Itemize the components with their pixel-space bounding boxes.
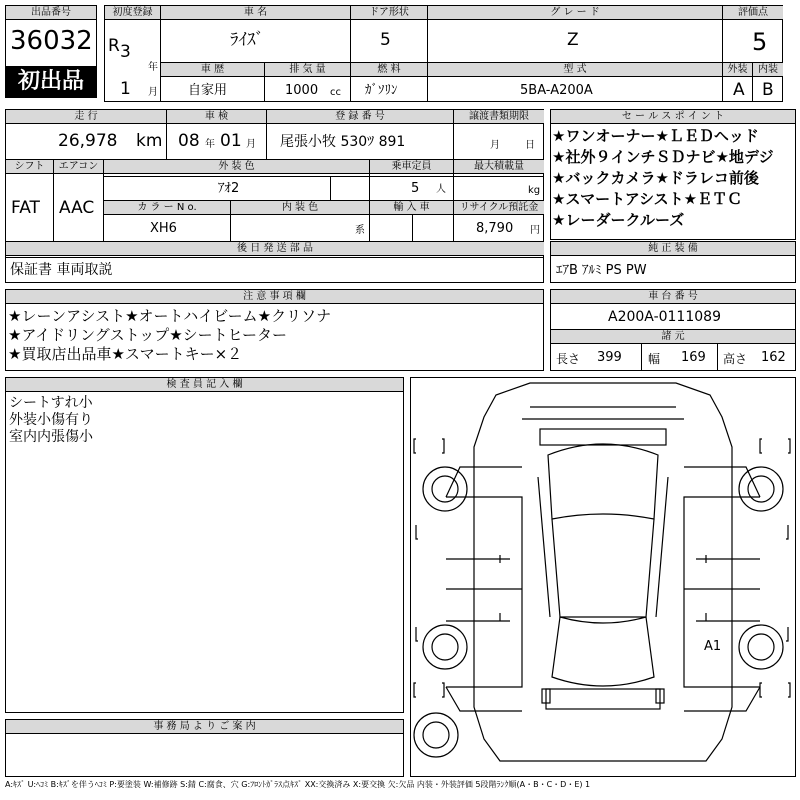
inspector-line: 室内内張傷小 bbox=[9, 429, 93, 445]
first-registration-label: 初度登録 bbox=[105, 6, 160, 20]
height-value: 162 bbox=[761, 350, 786, 365]
transfer-month-unit: 月 bbox=[490, 140, 500, 151]
inspection-month-unit: 月 bbox=[246, 139, 256, 150]
sales-points-list bbox=[552, 129, 774, 234]
model-label: 型 式 bbox=[428, 63, 722, 77]
sales-point: ★ワンオーナー★ＬＥＤヘッド bbox=[552, 127, 759, 145]
dims-label: 諸 元 bbox=[551, 330, 795, 344]
notes-list bbox=[8, 309, 331, 366]
length-label: 長さ bbox=[556, 352, 581, 366]
door-value: 5 bbox=[380, 30, 391, 50]
door-label: ドア形状 bbox=[351, 6, 427, 20]
chassis-value: A200A-0111089 bbox=[608, 309, 721, 325]
inspector-line: シートすれ小 bbox=[9, 395, 93, 411]
width-label: 幅 bbox=[648, 352, 661, 366]
capacity-value: 5 bbox=[411, 181, 420, 196]
note-line: ★レーンアシスト★オートハイビーム★クリソナ bbox=[8, 307, 332, 325]
inspection-label: 車 検 bbox=[167, 110, 266, 124]
car-name: ﾗｲｽﾞ bbox=[230, 30, 264, 50]
length-value: 399 bbox=[597, 350, 622, 365]
displacement-label: 排 気 量 bbox=[265, 63, 350, 77]
sales-point: ★バックカメラ★ドラレコ前後 bbox=[552, 169, 759, 187]
sales-point: ★レーダークルーズ bbox=[552, 211, 685, 229]
chassis-label: 車 台 番 号 bbox=[551, 290, 795, 304]
color-label: 外 装 色 bbox=[104, 160, 369, 174]
transfer-day-unit: 日 bbox=[525, 140, 535, 151]
registration-year-unit: 年 bbox=[148, 62, 158, 73]
legend: A:ｷｽﾞ U:ﾍｺﾐ B:ｷｽﾞを伴うﾍｺﾐ P:要塗装 W:補修跡 S:錆 C:腐食、穴 G:ﾌﾛﾝﾄｶﾞﾗｽ点ｷｽﾞ XX:交換済み X:要交換 欠:欠品 内装・外装評価 5段階ﾗﾝｸ順(A・B・C・D・E) 1 bbox=[5, 780, 591, 789]
later-parts-value: 保証書 車両取説 bbox=[10, 262, 113, 278]
history-value: 自家用 bbox=[188, 83, 228, 98]
inspector-line: 外装小傷有り bbox=[9, 412, 93, 428]
office-label: 事 務 局 よ り ご 案 内 bbox=[6, 720, 403, 734]
lot-number-label: 出品番号 bbox=[6, 6, 96, 20]
shift-label: シフト bbox=[6, 160, 53, 174]
lot-number: 36032 bbox=[10, 26, 93, 56]
exterior-grade: A bbox=[733, 80, 745, 100]
recycle-value: 8,790 bbox=[476, 221, 514, 236]
model-value: 5BA-A200A bbox=[520, 83, 593, 98]
shift-value: FAT bbox=[11, 198, 40, 218]
transfer-label: 譲渡書類期限 bbox=[454, 110, 544, 124]
displacement-value: 1000 bbox=[285, 83, 319, 98]
inspector-notes bbox=[9, 396, 93, 447]
interior-color-suffix: 系 bbox=[355, 225, 365, 236]
first-listing-badge: 初出品 bbox=[6, 66, 96, 97]
plate-value: 尾張小牧 530ﾂ 891 bbox=[280, 134, 406, 150]
note-line: ★アイドリングストップ★シートヒーター bbox=[8, 326, 288, 344]
car-diagram bbox=[410, 377, 796, 777]
equipment-value: ｴｱB ｱﾙﾐ PS PW bbox=[556, 263, 647, 278]
recycle-unit: 円 bbox=[530, 225, 540, 236]
score-label: 評価点 bbox=[723, 6, 783, 20]
color-no-label: カ ラ ー N o. bbox=[104, 201, 230, 215]
notes-label: 注 意 事 項 欄 bbox=[6, 290, 543, 304]
interior-color-label: 内 装 色 bbox=[231, 201, 369, 215]
load-label: 最大積載量 bbox=[454, 160, 544, 174]
grade-label: グ レ ー ド bbox=[428, 6, 722, 20]
mileage-label: 走 行 bbox=[6, 110, 166, 124]
plate-label: 登 録 番 号 bbox=[267, 110, 453, 124]
score-value: 5 bbox=[752, 28, 768, 56]
color-value: ｱｵ2 bbox=[218, 181, 240, 196]
sales-points-label: セ ー ル ス ポ イ ン ト bbox=[551, 110, 795, 124]
registration-year: 3 bbox=[120, 42, 131, 62]
color-no-value: XH6 bbox=[150, 221, 177, 236]
import-label: 輸 入 車 bbox=[370, 201, 453, 215]
equipment-label: 純 正 装 備 bbox=[551, 242, 795, 256]
recycle-label: リサイクル預託金 bbox=[454, 201, 544, 215]
width-value: 169 bbox=[681, 350, 706, 365]
car-name-label: 車 名 bbox=[161, 6, 350, 20]
displacement-unit: cc bbox=[330, 87, 341, 98]
registration-month-unit: 月 bbox=[148, 87, 158, 98]
ac-value: AAC bbox=[59, 198, 95, 218]
note-line: ★買取店出品車★スマートキー×２ bbox=[8, 345, 243, 363]
later-parts-label: 後 日 発 送 部 品 bbox=[6, 242, 544, 256]
sales-point: ★社外９インチＳＤナビ★地デジ bbox=[552, 148, 774, 166]
damage-mark-a1: A1 bbox=[704, 639, 722, 654]
history-label: 車 歴 bbox=[161, 63, 264, 77]
exterior-grade-label: 外装 bbox=[723, 63, 752, 77]
mileage-unit: km bbox=[136, 131, 163, 151]
fuel-value: ｶﾞｿﾘﾝ bbox=[365, 83, 398, 98]
inspection-month: 01 bbox=[220, 131, 242, 151]
inspector-label: 検 査 員 記 入 欄 bbox=[6, 378, 403, 392]
mileage-value: 26,978 bbox=[58, 131, 118, 151]
inspection-year: 08 bbox=[178, 131, 200, 151]
inspection-year-unit: 年 bbox=[205, 139, 215, 150]
registration-month: 1 bbox=[120, 79, 131, 99]
interior-grade-label: 内装 bbox=[753, 63, 783, 77]
capacity-label: 乗車定員 bbox=[370, 160, 453, 174]
ac-label: エアコン bbox=[54, 160, 103, 174]
load-unit: kg bbox=[528, 185, 541, 196]
fuel-label: 燃 料 bbox=[351, 63, 427, 77]
sales-point: ★スマートアシスト★ＥＴＣ bbox=[552, 190, 743, 208]
height-label: 高さ bbox=[723, 352, 748, 366]
interior-grade: B bbox=[762, 80, 774, 100]
capacity-unit: 人 bbox=[436, 184, 446, 195]
grade-value: Z bbox=[567, 30, 579, 50]
registration-era: R bbox=[108, 36, 120, 56]
